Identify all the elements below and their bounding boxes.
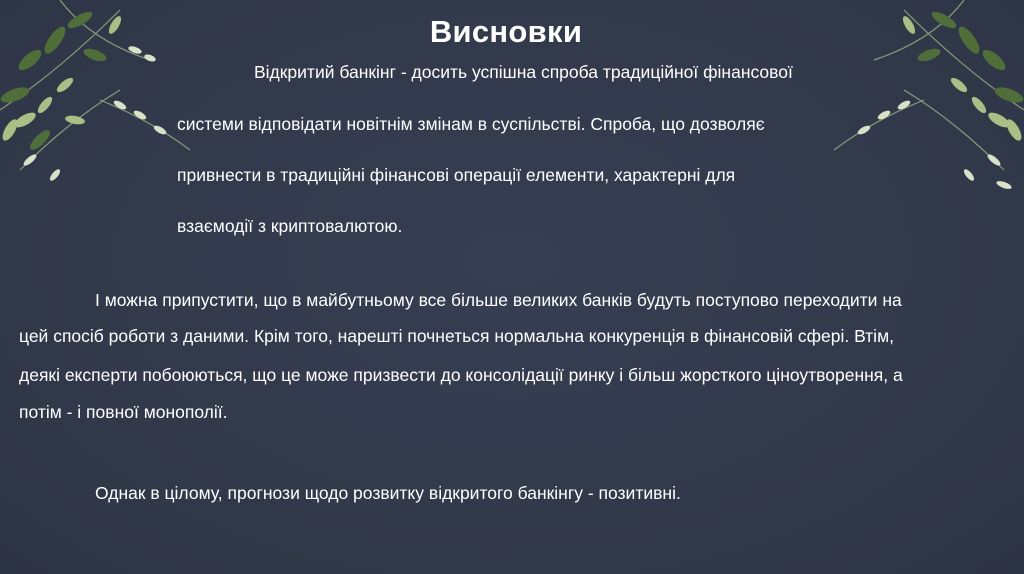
intro-line-1: Відкритий банкінг - досить успішна спроба традиційної фінансової	[254, 62, 793, 82]
intro-line-2: системи відповідати новітнім змінам в суспільстві. Спроба, що дозволяє	[177, 114, 765, 134]
closing-line: Однак в цілому, прогнози щодо розвитку відкритого банкінгу - позитивні.	[95, 483, 681, 503]
body-line-2: цей спосіб роботи з даними. Крім того, нарешті почнеться нормальна конкуренція в фінансовій сфері. Втім,	[19, 326, 894, 346]
body-line-3: деякі експерти побоюються, що це може призвести до консолідації ринку і більш жорсткого ціноутворення, а	[19, 365, 903, 385]
slide-title: Висновки	[429, 14, 583, 49]
body-line-1: І можна припустити, що в майбутньому все більше великих банків будуть поступово переходити на	[95, 290, 902, 310]
intro-line-4: взаємодії з криптовалютою.	[177, 216, 403, 236]
intro-line-3: привнести в традиційні фінансові операції елементи, характерні для	[177, 165, 736, 185]
body-line-4: потім - і повної монополії.	[19, 402, 228, 422]
